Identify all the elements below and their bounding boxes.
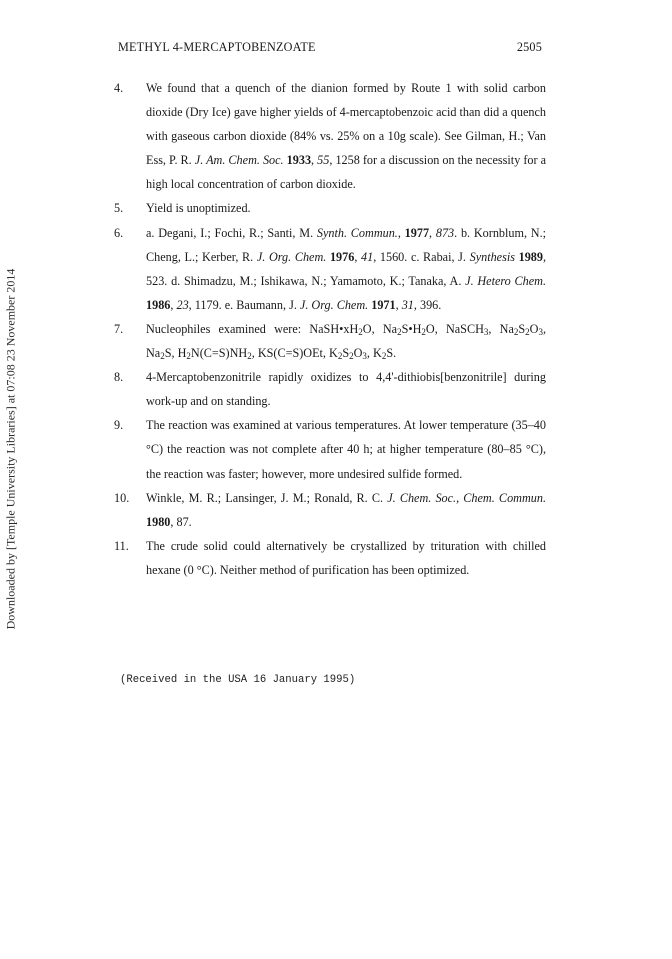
citation-year: 1986 [146,297,171,312]
note-text: We found that a quench of the dianion formed by Route 1 with solid carbon dioxide (Dry Ice) gave higher yields of 4-mercaptobenzoic acid than did a quench with gaseous carbon dioxide (84% vs. 25% on a 10g scale). See Gilman, H.; Van Ess, P. R. [146,81,546,168]
journal-name: J. Chem. Soc., Chem. Commun. [387,490,546,505]
citation-volume: 55 [317,153,330,168]
note-number: 9. [114,418,124,433]
notes-list [114,76,546,582]
note-number: 10. [114,490,130,505]
formula: $K_2S_2O_3$, [329,346,374,362]
note-number: 8. [114,370,124,385]
note-6: 6. a. Degani, I.; Fochi, R.; Santi, M. Synth. Commun., 1977, 873. b. Kornblum, N.; Cheng, L.; Kerber, R. J. Org. Chem. 1976, 41, 1560. c. Rabai, J. Synthesis 1989, 523. d. Shimadzu, M.; Ishikawa, N.; Yamamoto, K.; Tanaka, A. J. Hetero Chem. 1986, 23, 1179. e. Baumann, J. J. Org. Chem. 1971, 31, 396. [114,221,546,317]
citation-year: 1980 [146,514,171,529]
journal-name: J. Org. Chem. [299,297,369,312]
formula: $Na_2S•H_2O$, [382,321,446,337]
journal-name: J. Org. Chem. [256,249,327,264]
journal-name: Synthesis [469,249,515,264]
download-watermark [2,214,20,684]
note-8 [114,365,546,413]
note-text: Winkle, M. R.; Lansinger, J. M.; Ronald, R. C. [146,490,388,505]
formula: $Na_2S$, [146,346,178,362]
note-9 [114,413,546,485]
note-text: 4-Mercaptobenzonitrile rapidly oxidizes to 4,4'-dithiobis[benzonitrile] during work-up and on standing. [146,370,546,409]
note-text: The crude solid could alternatively be crystallized by trituration with chilled hexane (0 °C). Neither method of purification has been optimized. [146,538,546,577]
note-11 [114,534,546,582]
formula: $NaSH•xH_2O$, [309,321,383,337]
running-title: METHYL 4-MERCAPTOBENZOATE [118,40,316,54]
formula: $Na_2S_2O_3$, [499,321,546,337]
note-5 [114,196,546,220]
note-10: 10. Winkle, M. R.; Lansinger, J. M.; Ronald, R. C. J. Chem. Soc., Chem. Commun. 1980, 87. [114,486,546,534]
citation-year: 1971 [371,297,396,312]
note-number: 7. [114,321,124,336]
citation-year: 1933 [286,153,312,168]
journal-name: J. Am. Chem. Soc. [194,153,284,168]
note-7: 7. Nucleophiles examined were: $NaSH•xH_2O$, $Na_2S•H_2O$, NaSCH$_3$, $Na_2S_2O_3$, $Na_2S$, $H_2N(C=S)NH_2$, KS(C=S)OEt, $K_2S_2O_3$, $K_2S$. [114,317,546,365]
note-text: Yield is unoptimized. [146,201,251,216]
page-number: 2505 [516,40,542,54]
citation-year: 1989 [518,249,543,264]
download-notice: Downloaded by [Temple University Libraries] at 07:08 23 November 2014 [3,268,18,630]
citation-volume: 873 [435,225,455,240]
note-number: 6. [114,225,124,240]
formula: NaSCH$_3$, [445,321,500,337]
note-4: 4. We found that a quench of the dianion formed by Route 1 with solid carbon dioxide (Dry Ice) gave higher yields of 4-mercaptobenzoic acid than did a quench with gaseous carbon dioxide (84% vs. 25% on a 10g scale). See Gilman, H.; Van Ess, P. R. J. Am. Chem. Soc. 1933, 55, 1258 for a discussion on the necessity for a high local concentration of carbon dioxide. [114,76,546,196]
note-text-end: , 1258 for a discussion on the necessity for a high local concentration of carbon dioxide. [146,153,547,192]
journal-name: Synth. Commun. [316,225,398,240]
formula: $K_2S$. [373,346,397,362]
note-number: 4. [114,81,124,95]
citation-volume: 41 [361,249,374,264]
journal-name: J. Hetero Chem. [465,273,546,288]
note-number: 5. [114,201,124,216]
citation-volume: 23 [176,297,189,312]
citation-volume: 31 [401,297,414,312]
note-number: 11. [114,538,129,553]
citation-year: 1976 [329,249,355,264]
note-text: The reaction was examined at various temperatures. At lower temperature (35–40 °C) the reaction was not complete after 40 h; at higher temperature (80–85 °C), the reaction was faster; however, more undesired sulfide formed. [146,418,546,481]
formula: $H_2N(C=S)NH_2$, KS(C=S)OEt, [177,346,330,362]
received-date: (Received in the USA 16 January 1995) [120,674,356,686]
citation-year: 1977 [404,225,430,240]
